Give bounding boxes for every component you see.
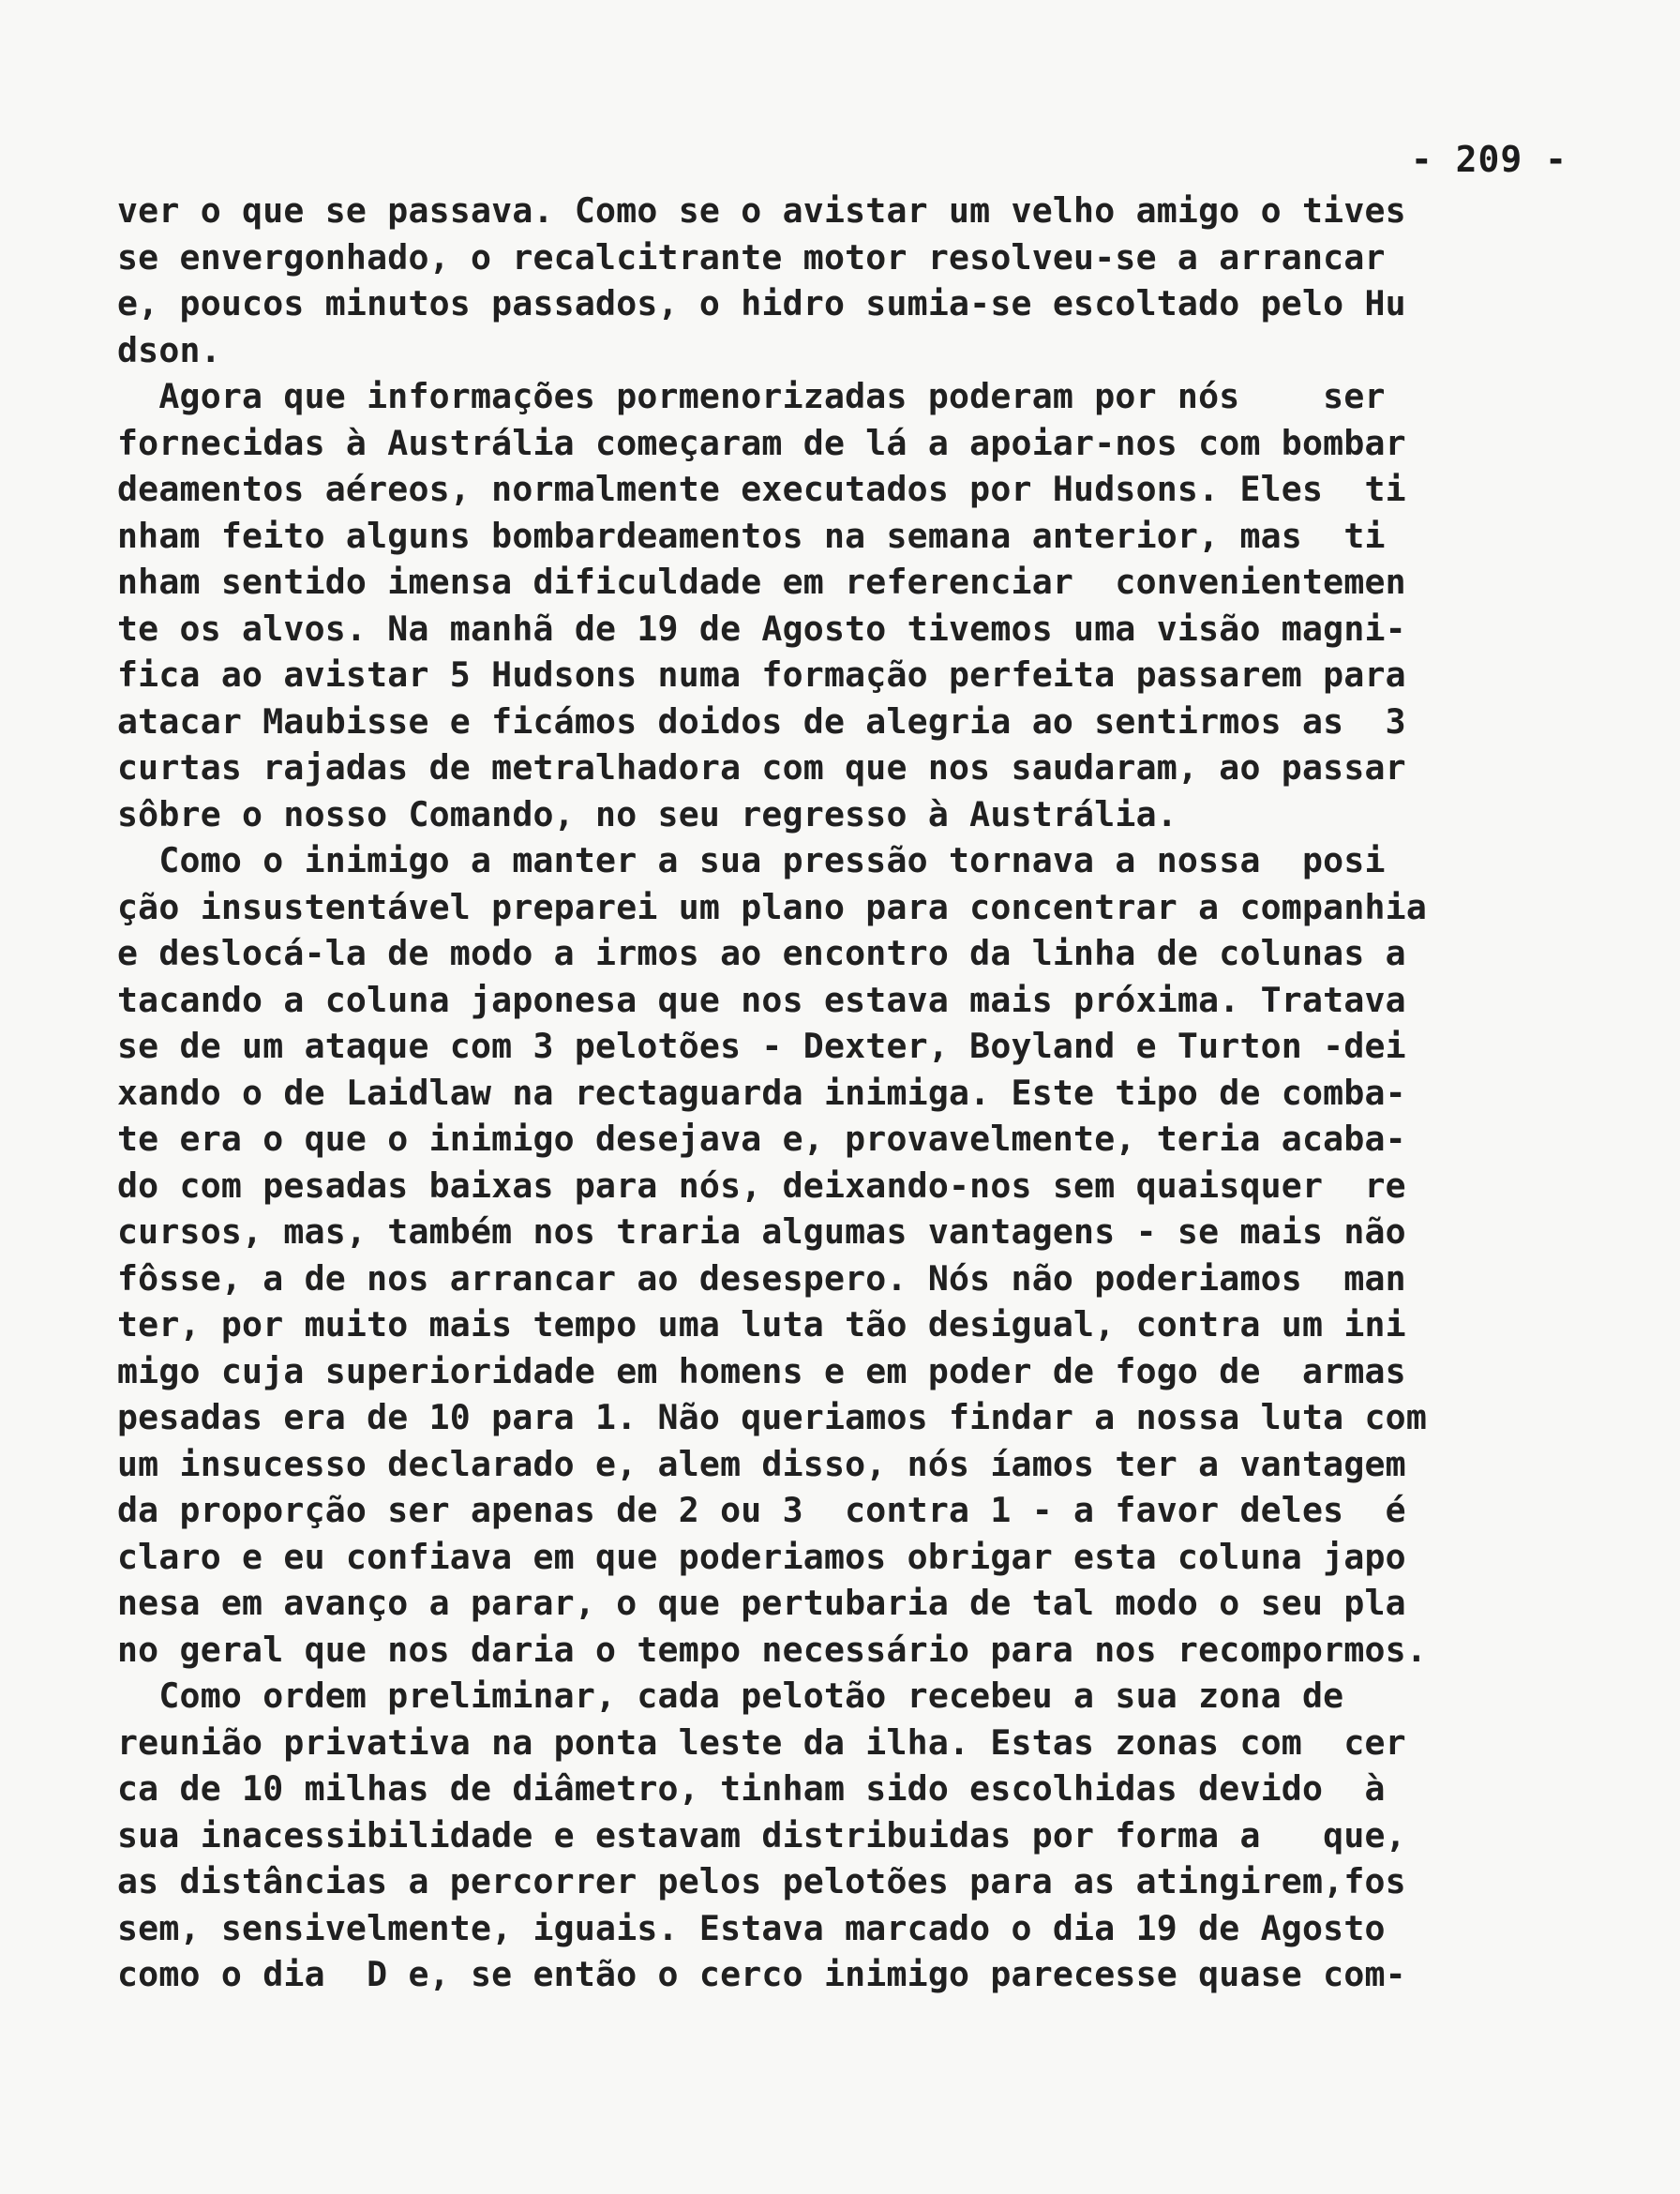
text-line: se envergonhado, o recalcitrante motor resolveu-se a arrancar <box>117 236 1386 278</box>
text-line: Agora que informações pormenorizadas poderam por nós ser <box>117 376 1386 416</box>
text-line: ver o que se passava. Como se o avistar um velho amigo o tives <box>117 190 1406 231</box>
text-line: fornecidas à Austrália começaram de lá a apoiar-nos com bombar <box>117 422 1406 463</box>
text-line: no geral que nos daria o tempo necessário para nos recompormos. <box>117 1629 1428 1670</box>
text-line: ca de 10 milhas de diâmetro, tinham sido escolhidas devido à <box>117 1768 1386 1809</box>
text-line: ção insustentável preparei um plano para concentrar a companhia <box>117 886 1428 927</box>
page-number: - 209 - <box>1410 139 1568 180</box>
text-line: ter, por muito mais tempo uma luta tão desigual, contra um ini <box>117 1304 1406 1345</box>
text-line: curtas rajadas de metralhadora com que nos saudaram, ao passar <box>117 747 1406 788</box>
text-line: tacando a coluna japonesa que nos estava mais próxima. Tratava <box>117 979 1406 1020</box>
text-line: atacar Maubisse e ficámos doidos de alegria ao sentirmos as 3 <box>117 700 1406 742</box>
text-line: dson. <box>117 329 221 370</box>
text-line: fôsse, a de nos arrancar ao desespero. Nós não poderiamos man <box>117 1257 1406 1299</box>
text-line: do com pesadas baixas para nós, deixando-nos sem quaisquer re <box>117 1165 1406 1206</box>
text-line: e, poucos minutos passados, o hidro sumia-se escoltado pelo Hu <box>117 283 1406 323</box>
text-line: Como o inimigo a manter a sua pressão tornava a nossa posi <box>117 840 1386 880</box>
text-line: sôbre o nosso Comando, no seu regresso à Austrália. <box>117 793 1178 834</box>
text-line: pesadas era de 10 para 1. Não queriamos findar a nossa luta com <box>117 1397 1428 1437</box>
text-line: reunião privativa na ponta leste da ilha. Estas zonas com cer <box>117 1721 1406 1763</box>
text-line: nesa em avanço a parar, o que pertubaria de tal modo o seu pla <box>117 1583 1406 1623</box>
text-line: Como ordem preliminar, cada pelotão recebeu a sua zona de <box>117 1676 1344 1716</box>
text-line: nham sentido imensa dificuldade em referenciar convenientemen <box>117 562 1406 602</box>
text-line: deamentos aéreos, normalmente executados por Hudsons. Eles ti <box>117 469 1406 509</box>
text-line: se de um ataque com 3 pelotões - Dexter, Boyland e Turton -dei <box>117 1026 1406 1066</box>
text-line: claro e eu confiava em que poderiamos obrigar esta coluna japo <box>117 1536 1406 1577</box>
text-line: sua inacessibilidade e estavam distribuidas por forma a que, <box>117 1814 1406 1856</box>
text-line: um insucesso declarado e, alem disso, nós íamos ter a vantagem <box>117 1443 1406 1484</box>
text-line: como o dia D e, se então o cerco inimigo parecesse quase com- <box>117 1954 1406 1994</box>
text-line: fica ao avistar 5 Hudsons numa formação perfeita passarem para <box>117 654 1406 695</box>
text-line: cursos, mas, também nos traria algumas vantagens - se mais não <box>117 1211 1406 1252</box>
text-line: te era o que o inimigo desejava e, provavelmente, teria acaba- <box>117 1119 1406 1159</box>
text-line: da proporção ser apenas de 2 ou 3 contra 1 - a favor deles é <box>117 1490 1406 1530</box>
text-line: as distâncias a percorrer pelos pelotões para as atingirem,fos <box>117 1861 1406 1901</box>
text-line: xando o de Laidlaw na rectaguarda inimiga. Este tipo de comba- <box>117 1072 1406 1113</box>
text-line: migo cuja superioridade em homens e em poder de fogo de armas <box>117 1350 1406 1391</box>
text-line: nham feito alguns bombardeamentos na semana anterior, mas ti <box>117 515 1386 556</box>
body-text <box>117 188 1580 1998</box>
text-line: e deslocá-la de modo a irmos ao encontro da linha de colunas a <box>117 933 1406 973</box>
text-line: sem, sensivelmente, iguais. Estava marcado o dia 19 de Agosto <box>117 1907 1386 1948</box>
text-line: te os alvos. Na manhã de 19 de Agosto tivemos uma visão magni- <box>117 608 1406 649</box>
